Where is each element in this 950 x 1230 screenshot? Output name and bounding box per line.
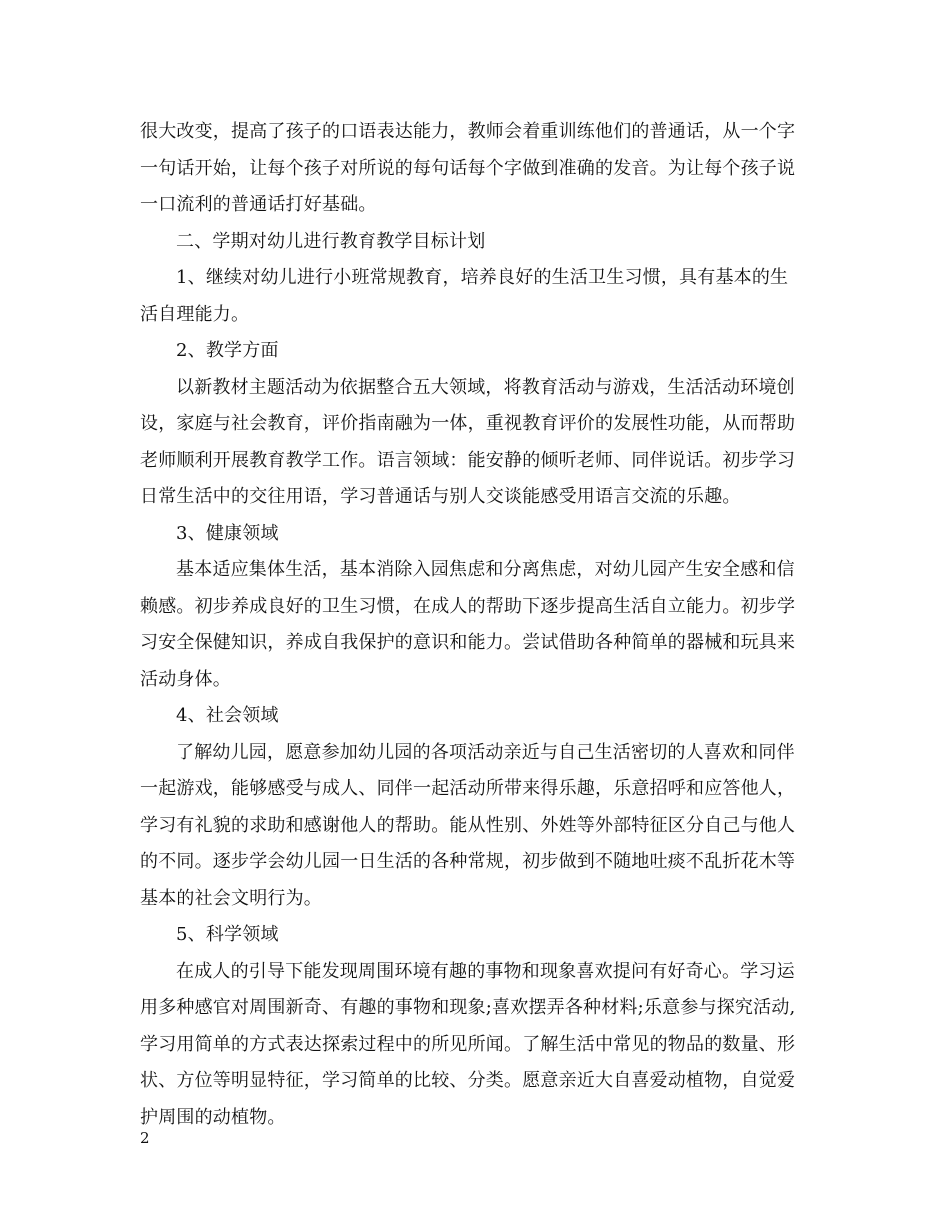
text-line: 设，家庭与社会教育，评价指南融为一体，重视教育评价的发展性功能，从而帮助 [140,413,796,434]
text-line: 5、科学领域 [176,924,279,945]
text-line: 很大改变，提高了孩子的口语表达能力，教师会着重训练他们的普通话，从一个字 [140,121,796,142]
text-line: 活动身体。 [140,668,231,690]
text-line: 用多种感官对周围新奇、有趣的事物和现象;喜欢摆弄各种材料;乐意参与探究活动, [140,997,796,1018]
text-line: 学习有礼貌的求助和感谢他人的帮助。能从性别、外姓等外部特征区分自己与他人 [140,814,796,836]
text-line: 日常生活中的交往用语，学习普通话与别人交谈能感受用语言交流的乐趣。 [140,486,741,507]
text-line: 基本的社会文明行为。 [140,887,322,909]
text-line: 护周围的动植物。 [140,1106,286,1128]
text-line: 一句话开始，让每个孩子对所说的每句话每个字做到准确的发音。为让每个孩子说 [140,157,796,179]
text-line: 一口流利的普通话打好基础。 [140,194,377,215]
text-line: 了解幼儿园，愿意参加幼儿园的各项活动亲近与自己生活密切的人喜欢和同伴 [176,741,795,763]
text-line: 2、教学方面 [176,340,279,361]
text-line: 习安全保健知识，养成自我保护的意识和能力。尝试借助各种简单的器械和玩具来 [140,632,796,653]
text-line: 4、社会领域 [176,705,279,726]
text-line: 一起游戏，能够感受与成人、同伴一起活动所带来得乐趣，乐意招呼和应答他人， [140,778,796,799]
text-line: 二、学期对幼儿进行教育教学目标计划 [176,230,486,252]
text-line: 3、健康领域 [176,522,279,544]
page-number: 2 [140,1129,150,1147]
text-line: 的不同。逐步学会幼儿园一日生活的各种常规，初步做到不随地吐痰不乱折花木等 [140,851,796,872]
text-line: 活自理能力。 [140,303,250,325]
text-line: 以新教材主题活动为依据整合五大领域，将教育活动与游戏，生活活动环境创 [176,376,795,398]
text-line: 赖感。初步养成良好的卫生习惯，在成人的帮助下逐步提高生活自立能力。初步学 [140,595,796,617]
text-line: 学习用简单的方式表达探索过程中的所见所闻。了解生活中常见的物品的数量、形 [140,1033,796,1055]
text-line: 状、方位等明显特征，学习简单的比较、分类。愿意亲近大自喜爱动植物，自觉爱 [140,1070,796,1091]
text-line: 老师顺利开展教育教学工作。语言领域：能安静的倾听老师、同伴说话。初步学习 [140,449,796,471]
text-line: 基本适应集体生活，基本消除入园焦虑和分离焦虑，对幼儿园产生安全感和信 [176,559,795,580]
text-line: 1、继续对幼儿进行小班常规教育，培养良好的生活卫生习惯，具有基本的生 [176,267,789,288]
document-body [140,114,812,1136]
text-line: 在成人的引导下能发现周围环境有趣的事物和现象喜欢提问有好奇心。学习运 [176,960,795,982]
